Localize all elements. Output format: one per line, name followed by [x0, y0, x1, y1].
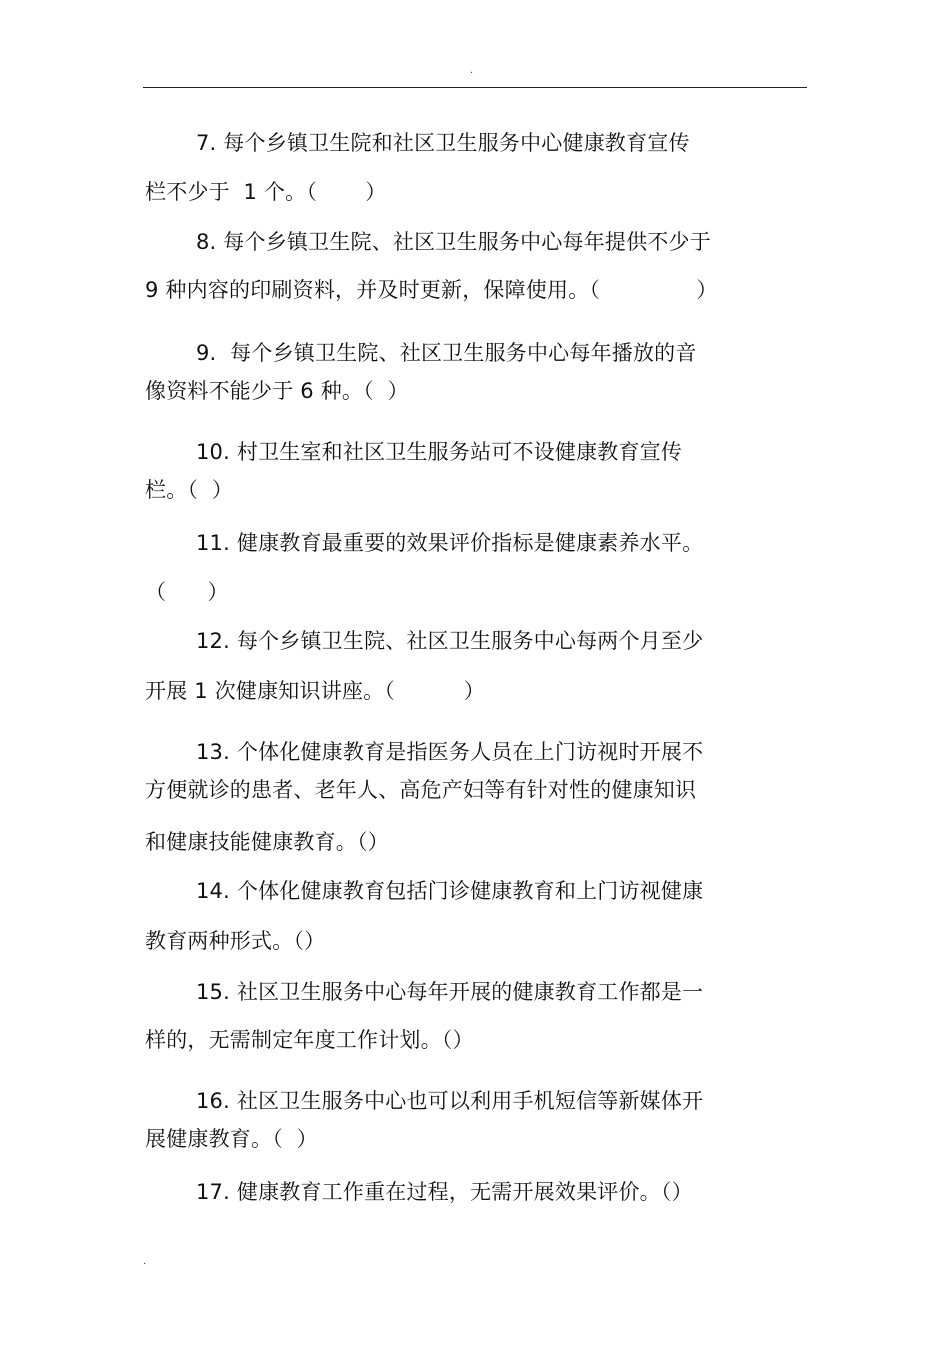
header-mark: .	[470, 65, 474, 76]
question-line: 方便就诊的患者、老年人、高危产妇等有针对性的健康知识	[145, 778, 697, 802]
question-line: 7. 每个乡镇卫生院和社区卫生服务中心健康教育宣传	[196, 131, 690, 155]
question-line: 栏。（ ）	[145, 478, 234, 502]
question-line: 13. 个体化健康教育是指医务人员在上门访视时开展不	[196, 740, 704, 764]
question-line: 开展 1 次健康知识讲座。（ ）	[145, 679, 485, 703]
question-line: 样的，无需制定年度工作计划。（）	[145, 1028, 474, 1052]
question-line: 和健康技能健康教育。（）	[145, 830, 389, 854]
question-line: 像资料不能少于 6 种。（ ）	[145, 379, 409, 403]
question-line: 14. 个体化健康教育包括门诊健康教育和上门访视健康	[196, 879, 704, 903]
question-line: （ ）	[145, 580, 229, 604]
question-line: 8. 每个乡镇卫生院、社区卫生服务中心每年提供不少于	[196, 230, 711, 254]
question-line: 16. 社区卫生服务中心也可以利用手机短信等新媒体开	[196, 1089, 704, 1113]
question-line: 11. 健康教育最重要的效果评价指标是健康素养水平。	[196, 531, 704, 555]
footer-mark: .	[143, 1256, 147, 1267]
question-line: 12. 每个乡镇卫生院、社区卫生服务中心每两个月至少	[196, 629, 704, 653]
question-line: 15. 社区卫生服务中心每年开展的健康教育工作都是一	[196, 980, 704, 1004]
question-line: 9. 每个乡镇卫生院、社区卫生服务中心每年播放的音	[196, 341, 697, 365]
question-line: 展健康教育。（ ）	[145, 1127, 318, 1151]
header-rule	[143, 87, 807, 88]
question-line: 17. 健康教育工作重在过程，无需开展效果评价。（）	[196, 1180, 693, 1204]
question-line: 教育两种形式。（）	[145, 929, 326, 953]
question-line: 9 种内容的印刷资料，并及时更新，保障使用。（ ）	[145, 278, 718, 302]
question-line: 栏不少于 1 个。（ ）	[145, 180, 387, 204]
question-line: 10. 村卫生室和社区卫生服务站可不设健康教育宣传	[196, 440, 683, 464]
